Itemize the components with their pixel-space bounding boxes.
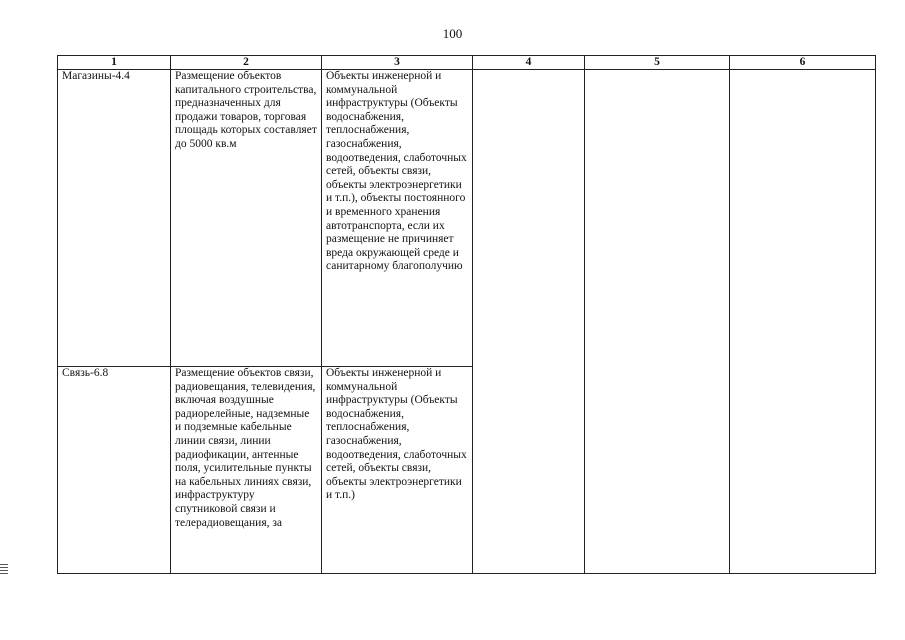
auxiliary-use-text: Объекты инженерной и коммунальной инфраструктуры (Объекты водоснабжения, теплоснабжения, газоснабжения, водоотведения, слаботочных сетей, объекты связи, объекты электроэнергетики и т.п.) [326,367,467,502]
cell-auxiliary-use [322,70,473,367]
table-header-row [58,56,876,70]
header-col-2: 2 [171,56,322,70]
cell-col-4 [473,70,585,574]
description-text: Размещение объектов капитального строительства, предназначенных для продажи товаров, торговая площадь которых составляет до 5000 кв.м [175,70,317,150]
page-number: 100 [442,26,463,41]
table-row [58,70,876,367]
header-col-1: 1 [58,56,171,70]
land-use-table [57,55,876,574]
binding-marks [0,564,8,576]
cell-col-6 [730,70,876,574]
cell-description [171,367,322,574]
cell-col-5 [585,70,730,574]
header-col-5: 5 [585,56,730,70]
description-text: Размещение объектов связи, радиовещания, телевидения, включая воздушные радиорелейные, надземные и подземные кабельные линии связи, линии радиофикации, антенные поля, усилительные пункты на кабельных линиях связи, инфраструктуру спутниковой связи и телерадиовещания, за [175,367,316,529]
cell-auxiliary-use [322,367,473,574]
header-col-3: 3 [322,56,473,70]
cell-use-type [58,70,171,367]
cell-description [171,70,322,367]
use-type-text: Магазины-4.4 [62,70,130,82]
header-col-4: 4 [473,56,585,70]
header-col-6: 6 [730,56,876,70]
cell-use-type [58,367,171,574]
auxiliary-use-text: Объекты инженерной и коммунальной инфраструктуры (Объекты водоснабжения, теплоснабжения, газоснабжения, водоотведения, слаботочных сетей, объекты связи, объекты электроэнергетики и т.п.), объекты постоянного и временного хранения автотранспорта, если их размещение не причиняет вреда окружающей среде и санитарному благополучию [326,70,467,273]
use-type-text: Связь-6.8 [62,367,109,379]
